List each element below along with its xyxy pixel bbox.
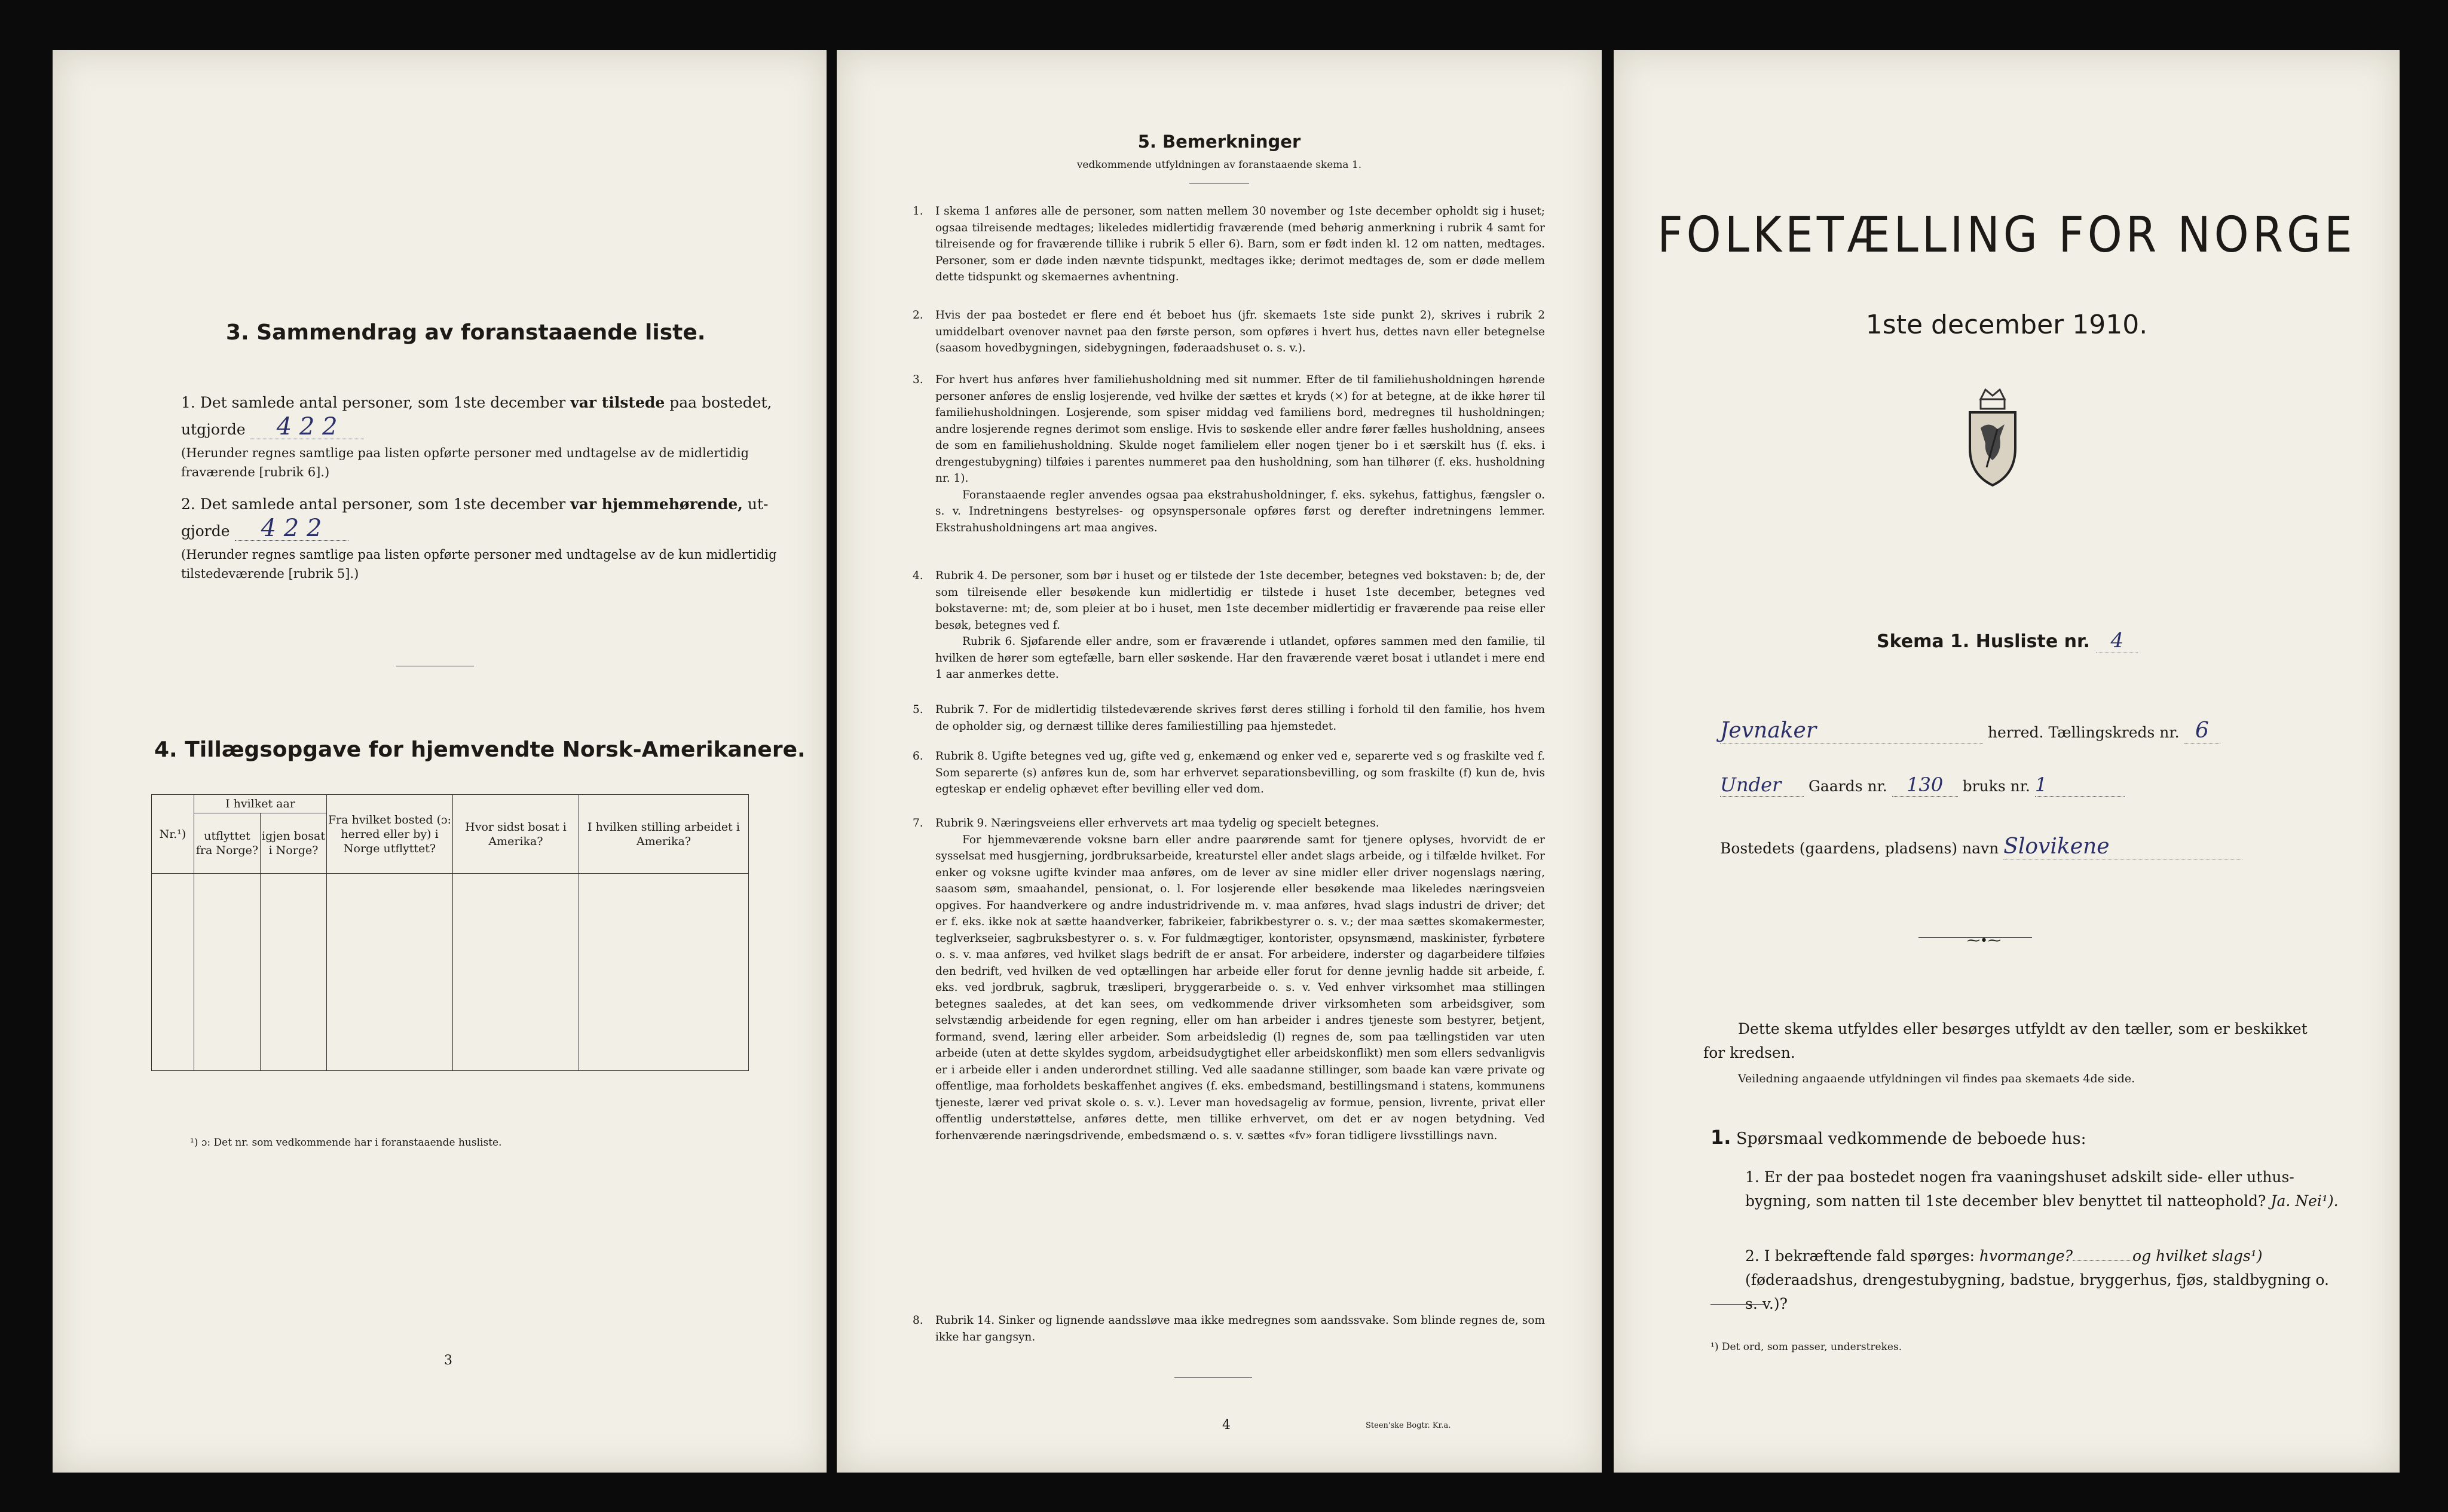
- table-row: [152, 902, 749, 930]
- gaard-row: Under Gaards nr. 130 bruks nr. 1: [1720, 773, 2125, 797]
- footnote: ¹) Det ord, som passer, understrekes.: [1710, 1341, 1902, 1353]
- census-date: 1ste december 1910.: [1865, 310, 2148, 340]
- summary-item-1: 1. Det samlede antal personer, som 1ste december var tilstede paa bostedet,: [181, 394, 772, 411]
- summary-item-2-value-row: gjorde 4 2 2: [181, 516, 348, 543]
- table-footnote: ¹) ɔ: Det nr. som vedkommende har i foranstaaende husliste.: [190, 1137, 502, 1149]
- question-heading: 1. Spørsmaal vedkommende de beboede hus:: [1710, 1126, 2086, 1149]
- skema-label: Skema 1. Husliste nr. 4: [1877, 629, 2138, 653]
- norwegian-coat-of-arms-icon: [1963, 386, 2022, 490]
- section-3-heading: 3. Sammendrag av foranstaaende liste.: [226, 320, 706, 345]
- census-title: FOLKETÆLLING FOR NORGE: [1657, 207, 2356, 264]
- bruk-nr-handwritten: 1: [2035, 773, 2125, 797]
- remark-6: 6. Rubrik 8. Ugifte betegnes ved ug, gifte ved g, enkemænd og enker ved e, separerte ved s og fraskilte ved f. Som separerte (s) anføres kun de, som har erhvervet separationsbevilling, og som fraskilte (f) kun de, hvis egteskap er endelig ophævet efter bevilling eller ved dom.: [913, 750, 1545, 795]
- printer-mark: Steen'ske Bogtr. Kr.a.: [1366, 1421, 1451, 1430]
- summary-item-2: 2. Det samlede antal personer, som 1ste december var hjemmehørende, ut-: [181, 495, 769, 513]
- question-1: 1. Er der paa bostedet nogen fra vaaningshuset adskilt side- eller uthus-bygning, som natten til 1ste december blev benyttet til natteophold? Ja. Nei¹).: [1745, 1168, 2339, 1210]
- page-1: [1614, 50, 2400, 1473]
- remark-8: 8. Rubrik 14. Sinker og lignende aandssløve maa ikke medregnes som aandssvake. Som blinde regnes de, som ikke har gangsyn.: [913, 1314, 1545, 1343]
- col-last-place: Hvor sidst bosat i Amerika?: [453, 795, 579, 874]
- summary-item-1-note: (Herunder regnes samtlige paa listen opførte personer med undtagelse av de midlertidig fraværende [rubrik 6].): [181, 446, 749, 479]
- summary-item-1-value-row: utgjorde 4 2 2: [181, 415, 364, 442]
- divider: [1174, 1377, 1252, 1378]
- table-row: [152, 930, 749, 958]
- remarks-subheading: vedkommende utfyldningen av foranstaaende skema 1.: [1076, 159, 1362, 171]
- table-row: [152, 958, 749, 986]
- gaard-prefix-handwritten: Under: [1720, 773, 1804, 797]
- table-row: [152, 1042, 749, 1071]
- remark-7: 7. Rubrik 9. Næringsveiens eller erhvervets art maa tydelig og specielt betegnes. For hjemmeværende voksne barn eller andre paarørende samt for tjenere oplyses, hvorvidt de er sysselsat med husgjerning, jordbruksarbeide, kreaturstel eller andet slags arbeide, og i tilfælde hvilket. For enker og voksne ugifte kvinder maa anføres, om de lever av sine midler eller driver nogenslags næring, saasom søm, smaahandel, pensionat, o. l. For losjerende eller besøkende maa likeledes næringsveien opgives. For haandverkere og andre industridrivende m. v. maa anføres, hvad slags industri de driver; det er f. eks. ikke nok at sætte haandverker, fabrikeier, fabrikbestyrer o. s. v.; der maa sættes skomakermester, teglverkseier, sagbruksbestyrer o. s. v. For fuldmægtiger, kontorister, opsynsmænd, maskinister, fyrbøtere o. s. v. maa anføres, ved hvilket slags bedrift de er ansat. For arbeidere, inderster og dagarbeidere tilføies den bedrift, ved hvilken de ved optællingen har arbeide eller forut for denne jevnlig hadde sit arbeide, f. eks. ved jordbruk, sagbruk, træsliperi, bryggerarbeide o. s. v. Ved enhver virksomhet maa stillingen betegnes saaledes, at det kan sees, om vedkommende driver virksomheten som arbeidsgiver, som selvstændig arbeidende for egen regning, eller om han arbeider i andres tjeneste som bestyrer, betjent, formand, svend, læring eller arbeider. Som arbeidsledig (l) regnes de, som paa tællingstiden var uten arbeide (uten at dette skyldes sygdom, arbeidsudygtighet eller arbeidskonflikt) men som ellers sedvanligvis er i arbeide eller i anden underordnet stilling. Ved alle saadanne stillinger, som baade kan være private og offentlige, maa forholdets beskaffenhet angives (f. eks. embedsmand, bestillingsmand i statens, kommunens tjeneste, lærer ved privat skole o. s. v.). Lever man hovedsagelig av formue, pension, livrente, privat eller offentlig understøttelse, anføres dette, men tillike erhvervet, om det er av nogen betydning. Ved forhenværende næringsdrivende, embedsmænd o. s. v. sættes «fv» foran tidligere livsstillings navn.: [913, 817, 1545, 1142]
- page-number: 3: [444, 1353, 452, 1368]
- col-nr: Nr.¹): [152, 795, 194, 874]
- herred-row: Jevnaker herred. Tællingskreds nr. 6: [1720, 718, 2220, 743]
- page-3: [53, 50, 827, 1473]
- norsk-amerikanere-table: [151, 794, 749, 1071]
- page-number: 4: [1222, 1418, 1231, 1433]
- page-4: [837, 50, 1602, 1473]
- q1-answer: Ja. Nei¹).: [2270, 1192, 2339, 1210]
- table-row: [152, 1014, 749, 1042]
- table-row: [152, 874, 749, 902]
- col-occupation: I hvilken stilling arbeidet i Amerika?: [579, 795, 749, 874]
- husliste-nr-handwritten: 4: [2096, 629, 2138, 653]
- remark-2: 2. Hvis der paa bostedet er flere end ét beboet hus (jfr. skemaets 1ste side punkt 2), skrives i rubrik 2 umiddelbart ovenover navnet paa den første person, som opføres i hvert hus, dettes navn eller betegnelse (saasom hovedbygningen, sidebygningen, føderaadshuset o. s. v.).: [913, 309, 1545, 354]
- intro-text: Dette skema utfyldes eller besørges utfyldt av den tæller, som er beskikket for kredsen.: [1703, 1020, 2308, 1061]
- question-2: 2. I bekræftende fald spørges: hvormange? og hvilket slags¹) (føderaadshus, drengestubygning, badstue, bryggerhus, fjøs, staldbygning o. s. v.)?: [1745, 1247, 2329, 1312]
- remark-5: 5. Rubrik 7. For de midlertidig tilstedeværende skrives først deres stilling i forhold til den familie, hos hvem de opholder sig, og dernæst tillike deres familiestilling paa hjemstedet.: [913, 703, 1545, 733]
- bosted-row: Bostedets (gaardens, pladsens) navn Slovikene: [1720, 834, 2242, 859]
- gaard-nr-handwritten: 130: [1892, 773, 1958, 797]
- intro-note: Veiledning angaaende utfyldningen vil findes paa skemaets 4de side.: [1738, 1072, 2135, 1085]
- col-emigrated: utflyttet fra Norge?: [194, 813, 261, 874]
- section-4-heading: 4. Tillægsopgave for hjemvendte Norsk-Amerikanere.: [154, 737, 806, 762]
- kreds-nr-handwritten: 6: [2184, 718, 2220, 743]
- divider: [1710, 1304, 1764, 1305]
- remark-4: 4. Rubrik 4. De personer, som bør i huset og er tilstede der 1ste december, betegnes ved bokstaven: b; de, der som tilreisende eller besøkende kun midlertidig er tilstede i huset 1ste december, betegnes ved bokstaverne: mt; de, som pleier at bo i huset, men 1ste december midlertidig er fraværende paa reise eller besøk, betegnes ved f. Rubrik 6. Sjøfarende eller andre, som er fraværende i utlandet, opføres sammen med den familie, til hvilken de hører som egtefælle, barn eller søskende. Har den fraværende været bosat i utlandet i mere end 1 aar anmerkes dette.: [913, 570, 1545, 681]
- ornament-icon: ⁓•⁓: [1967, 933, 2001, 948]
- col-group-year: I hvilket aar: [194, 795, 327, 813]
- bosted-handwritten: Slovikene: [2003, 834, 2242, 859]
- remarks-heading: 5. Bemerkninger: [1137, 131, 1301, 152]
- remark-3: 3. For hvert hus anføres hver familiehusholdning med sit nummer. Efter de til familiehusholdningen hørende personer anføres de enslig losjerende, ved hvilke der sættes et kryds (×) for at betegne, at de ikke hører til familiehusholdningen. Losjerende, som spiser middag ved familiens bord, medregnes til husholdningen; andre losjerende regnes derimot som enslige. Hvis to søskende eller andre fører fælles husholdning, ansees de som en familiehusholdning. Skulde noget familielem eller nogen tjener bo i et særskilt hus (f. eks. i drengestubygning) tilføies i parentes nummeret paa den husholdning, som han tilhører (f. eks. husholdning nr. 1). Foranstaaende regler anvendes ogsaa paa ekstrahusholdninger, f. eks. sykehus, fattighus, fængsler o. s. v. Indretningens bestyrelses- og opsynspersonale opføres først og derefter indretningens lemmer. Ekstrahusholdningens art maa angives.: [913, 374, 1545, 534]
- present-count-handwritten: 4 2 2: [250, 415, 364, 439]
- summary-item-2-note: (Herunder regnes samtlige paa listen opførte personer med undtagelse av de kun midlertidig tilstedeværende [rubrik 5].): [181, 547, 777, 581]
- resident-count-handwritten: 4 2 2: [235, 516, 348, 541]
- herred-handwritten: Jevnaker: [1720, 718, 1983, 743]
- col-from-place: Fra hvilket bosted (ɔ: herred eller by) i Norge utflyttet?: [327, 795, 453, 874]
- table-row: [152, 986, 749, 1014]
- col-returned: igjen bosat i Norge?: [261, 813, 327, 874]
- remark-1: 1. I skema 1 anføres alle de personer, som natten mellem 30 november og 1ste december opholdt sig i huset; ogsaa tilreisende medtages; likeledes midlertidig fraværende (med behørig anmerkning i rubrik 4 samt for tilreisende og for fraværende tillike i rubrik 5 eller 6). Barn, som er født inden kl. 12 om natten, medtages. Personer, som er døde inden nævnte tidspunkt, medtages ikke; derimot medtages de, som er døde mellem dette tidspunkt og skemaernes avhentning.: [913, 205, 1545, 283]
